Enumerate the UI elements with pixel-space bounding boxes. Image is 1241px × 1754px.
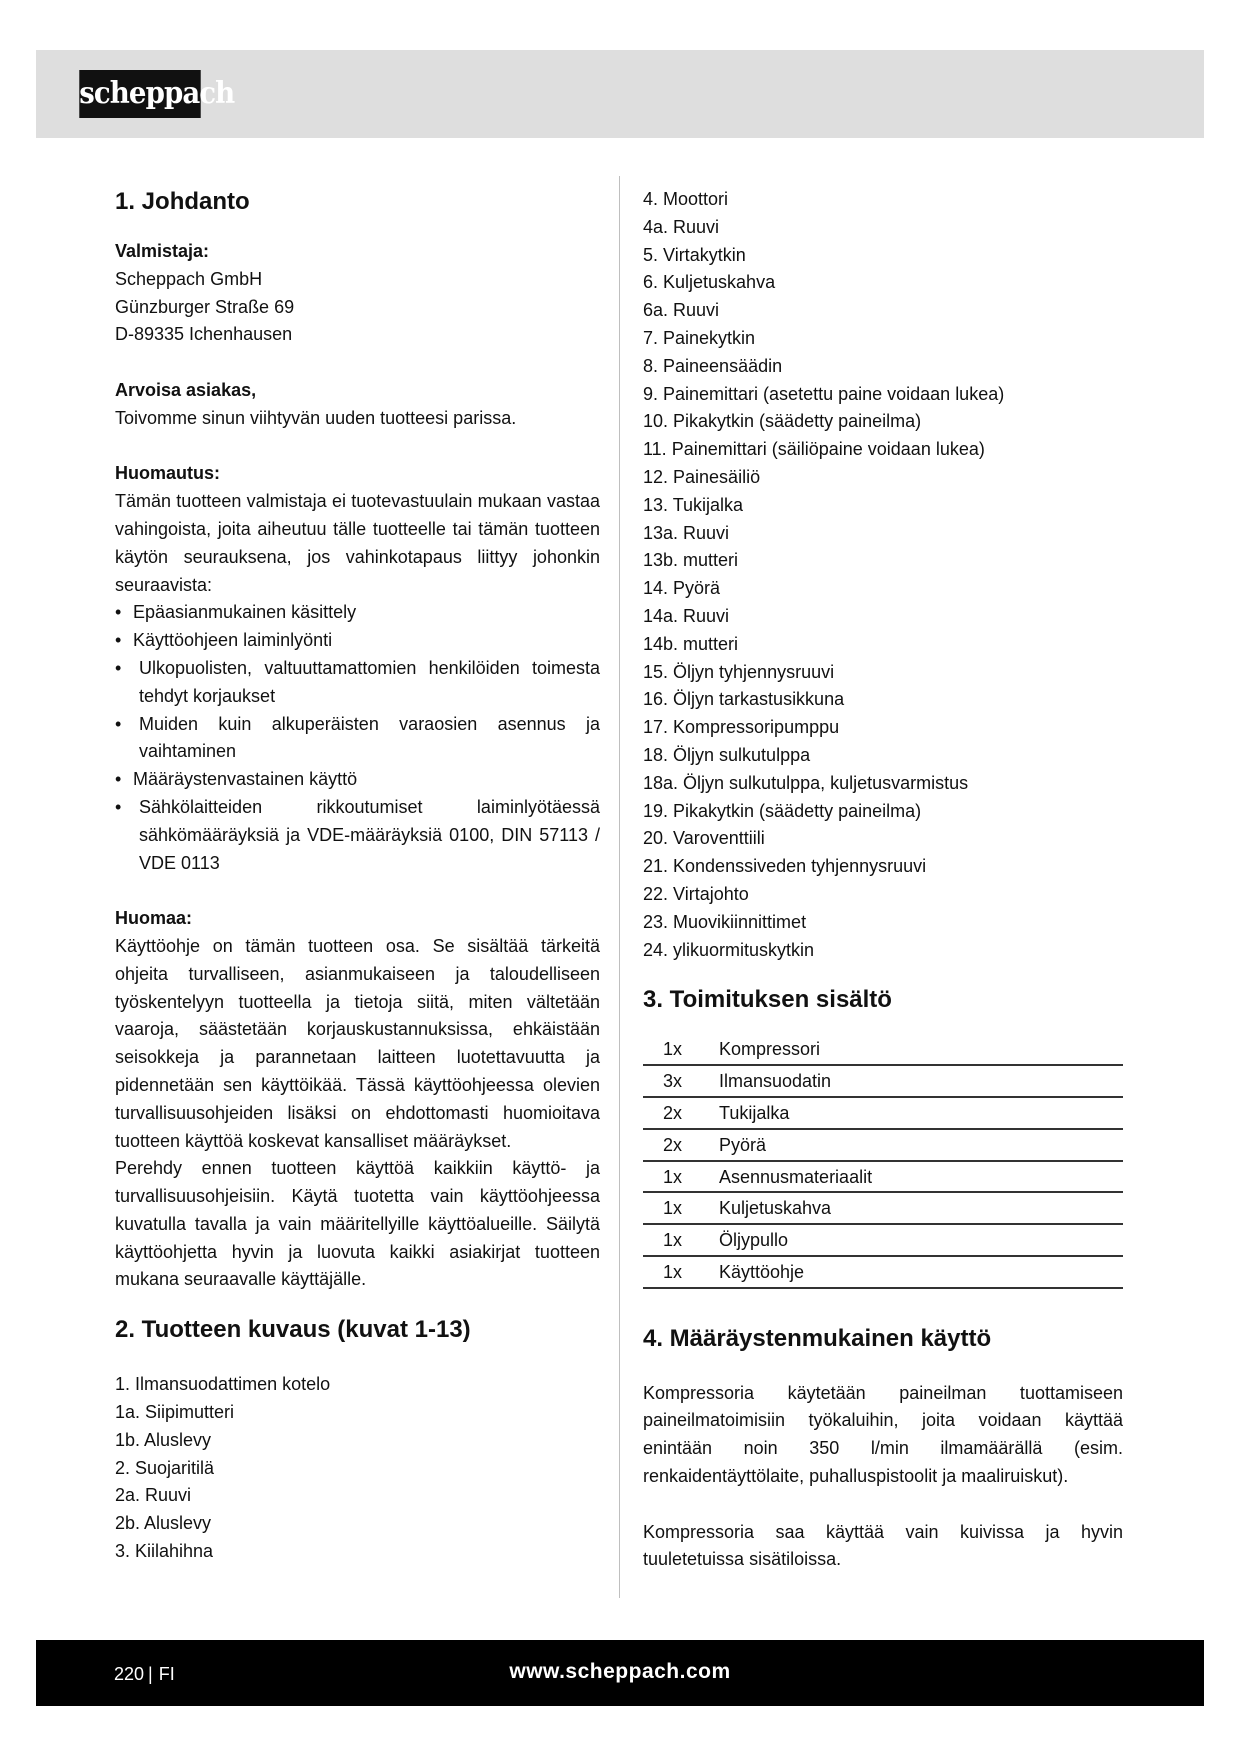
list-item: 24. ylikuormituskytkin bbox=[643, 939, 815, 960]
item-quantity: 2x bbox=[643, 1129, 719, 1161]
table-row bbox=[643, 1192, 1123, 1224]
item-name: Ilmansuodatin bbox=[719, 1065, 1123, 1097]
notice-label: Huomautus: bbox=[115, 463, 220, 484]
list-item: • Määräystenvastainen käyttö bbox=[115, 766, 600, 794]
manufacturer-label: Valmistaja: bbox=[115, 241, 210, 261]
list-item: 2b. Aluslevy bbox=[115, 1513, 212, 1534]
item-quantity: 2x bbox=[643, 1097, 719, 1129]
list-item: • Muiden kuin alkuperäisten varaosien asennus ja vaihtaminen bbox=[115, 711, 600, 767]
item-name: Käyttöohje bbox=[719, 1256, 1123, 1288]
list-item: 18. Öljyn sulkutulppa bbox=[643, 744, 811, 765]
table-row bbox=[643, 1034, 1123, 1065]
intended-use-paragraph: Kompressoria saa käyttää vain kuivissa ja hyvin tuuletetuissa sisätiloissa. bbox=[643, 1521, 1123, 1570]
list-item: 6. Kuljetuskahva bbox=[643, 272, 776, 293]
list-item: 14. Pyörä bbox=[643, 578, 721, 599]
list-item: 10. Pikakytkin (säädetty paineilma) bbox=[643, 411, 922, 432]
item-quantity: 1x bbox=[643, 1256, 719, 1288]
list-item: 12. Painesäiliö bbox=[643, 466, 761, 487]
item-name: Kuljetuskahva bbox=[719, 1192, 1123, 1224]
list-item: • Epäasianmukainen käsittely bbox=[115, 599, 600, 627]
list-item: 21. Kondenssiveden tyhjennysruuvi bbox=[643, 856, 927, 877]
notice-text: Tämän tuotteen valmistaja ei tuotevastuulain mukaan vastaa vahingoista, joita aiheutuu tälle tuotteelle tai tämän tuotteen käytön seurauksena, jos vahinkotapaus liittyy johonkin seuraavista: bbox=[115, 491, 600, 595]
intended-use-paragraph: Kompressoria käytetään paineilman tuottamiseen paineilmatoimisiin työkaluihin, joita voidaan käyttää enintään noin 350 l/min ilmamäärällä (esim. renkaidentäyttölaite, puhalluspistoolit ja maaliruiskut). bbox=[643, 1382, 1123, 1487]
manufacturer-line: Günzburger Straße 69 bbox=[115, 296, 295, 317]
list-item: 20. Varoventtiili bbox=[643, 828, 765, 849]
item-name: Pyörä bbox=[719, 1129, 1123, 1161]
list-item: 4. Moottori bbox=[643, 189, 729, 209]
item-name: Kompressori bbox=[719, 1034, 1123, 1065]
table-row bbox=[643, 1065, 1123, 1097]
parts-list-left bbox=[115, 1371, 600, 1566]
list-item: • Sähkölaitteiden rikkoutumiset laiminlyötäessä sähkömääräyksiä ja VDE-määräyksiä 0100, DIN 57113 / VDE 0113 bbox=[115, 794, 600, 877]
list-item: 14a. Ruuvi bbox=[643, 605, 730, 626]
list-item: 15. Öljyn tyhjennysruuvi bbox=[643, 661, 835, 682]
list-item: 2a. Ruuvi bbox=[115, 1485, 192, 1506]
left-column bbox=[115, 186, 600, 1566]
list-item: 2. Suojaritilä bbox=[115, 1457, 215, 1478]
list-item: 17. Kompressoripumppu bbox=[643, 717, 840, 738]
section-1-title: 1. Johdanto bbox=[115, 188, 250, 215]
item-name: Tukijalka bbox=[719, 1097, 1123, 1129]
scheppach-logo: scheppach bbox=[79, 70, 200, 118]
header-band bbox=[36, 50, 1204, 138]
list-item: 18a. Öljyn sulkutulppa, kuljetusvarmistus bbox=[643, 772, 969, 793]
delivery-table bbox=[643, 1034, 1123, 1288]
table-row bbox=[643, 1224, 1123, 1256]
manufacturer-line: Scheppach GmbH bbox=[115, 268, 263, 289]
item-name: Öljypullo bbox=[719, 1224, 1123, 1256]
list-item: 1. Ilmansuodattimen kotelo bbox=[115, 1374, 331, 1395]
list-item: 22. Virtajohto bbox=[643, 883, 749, 904]
liability-list bbox=[115, 599, 600, 877]
list-item: 3. Kiilahihna bbox=[115, 1541, 214, 1562]
table-row bbox=[643, 1256, 1123, 1288]
section-4-title: 4. Määräystenmukainen käyttö bbox=[643, 1324, 992, 1352]
list-item: • Käyttöohjeen laiminlyönti bbox=[115, 627, 600, 655]
list-item: 19. Pikakytkin (säädetty paineilma) bbox=[643, 800, 922, 821]
list-item: 16. Öljyn tarkastusikkuna bbox=[643, 689, 845, 710]
list-item: 13a. Ruuvi bbox=[643, 522, 730, 543]
table-row bbox=[643, 1097, 1123, 1129]
list-item: 13b. mutteri bbox=[643, 550, 739, 571]
list-item: 4a. Ruuvi bbox=[643, 216, 720, 237]
language-code: FI bbox=[158, 1664, 175, 1684]
right-column bbox=[643, 186, 1123, 1574]
item-quantity: 1x bbox=[643, 1034, 719, 1065]
greeting-label: Arvoisa asiakas, bbox=[115, 379, 257, 400]
list-item: 7. Painekytkin bbox=[643, 327, 756, 348]
item-quantity: 3x bbox=[643, 1065, 719, 1097]
list-item: 1b. Aluslevy bbox=[115, 1429, 212, 1450]
list-item: • Ulkopuolisten, valtuuttamattomien henkilöiden toimesta tehdyt korjaukset bbox=[115, 655, 600, 711]
table-row bbox=[643, 1129, 1123, 1161]
table-row bbox=[643, 1161, 1123, 1193]
section-2-title: 2. Tuotteen kuvaus (kuvat 1-13) bbox=[115, 1316, 471, 1344]
list-item: 1a. Siipimutteri bbox=[115, 1402, 235, 1423]
manufacturer-line: D-89335 Ichenhausen bbox=[115, 324, 293, 345]
list-item: 5. Virtakytkin bbox=[643, 244, 746, 265]
page-separator: | bbox=[148, 1664, 153, 1684]
list-item: 9. Painemittari (asetettu paine voidaan lukea) bbox=[643, 383, 1005, 404]
parts-list-right bbox=[643, 186, 1123, 964]
list-item: 8. Paineensäädin bbox=[643, 355, 783, 376]
greeting-text: Toivomme sinun viihtyvän uuden tuotteesi parissa. bbox=[115, 407, 517, 428]
list-item: 23. Muovikiinnittimet bbox=[643, 911, 807, 932]
list-item: 11. Painemittari (säiliöpaine voidaan lukea) bbox=[643, 439, 985, 460]
list-item: 6a. Ruuvi bbox=[643, 300, 720, 321]
item-quantity: 1x bbox=[643, 1192, 719, 1224]
column-divider bbox=[619, 176, 620, 1598]
page-number-value: 220 bbox=[114, 1664, 145, 1684]
list-item: 13. Tukijalka bbox=[643, 494, 744, 515]
note-paragraph: Perehdy ennen tuotteen käyttöä kaikkiin käyttö- ja turvallisuusohjeisiin. Käytä tuotetta vain käyttöohjeessa kuvatulla tavalla ja vain määritellyille käyttöalueille. Säilytä käyttöohjetta hyvin ja luovuta kaikki asiakirjat tuotteen mukana seuraavalle käyttäjälle. bbox=[115, 1158, 600, 1290]
section-3-title: 3. Toimituksen sisältö bbox=[643, 986, 892, 1014]
note-paragraph: Käyttöohje on tämän tuotteen osa. Se sisältää tärkeitä ohjeita turvalliseen, asianmukaiseen ja taloudelliseen työskentelyyn tuotteella ja tietoja siitä, miten vältetään vaaroja, säästetään korjauskustannuksissa, ehkäistään seisokkeja ja parannetaan laitteen luotettavuutta ja pidennetään sen käyttöikää. Tässä käyttöohjeessa olevien turvallisuusohjeiden lisäksi on ehdottomasti huomioitava tuotteen käyttöä koskevat kansalliset määräykset. bbox=[115, 935, 600, 1151]
note-label: Huomaa: bbox=[115, 908, 193, 929]
item-quantity: 1x bbox=[643, 1161, 719, 1193]
item-name: Asennusmateriaalit bbox=[719, 1161, 1123, 1193]
website-link[interactable]: www.scheppach.com bbox=[509, 1660, 731, 1683]
footer-band bbox=[36, 1640, 1204, 1706]
item-quantity: 1x bbox=[643, 1224, 719, 1256]
list-item: 14b. mutteri bbox=[643, 633, 739, 654]
